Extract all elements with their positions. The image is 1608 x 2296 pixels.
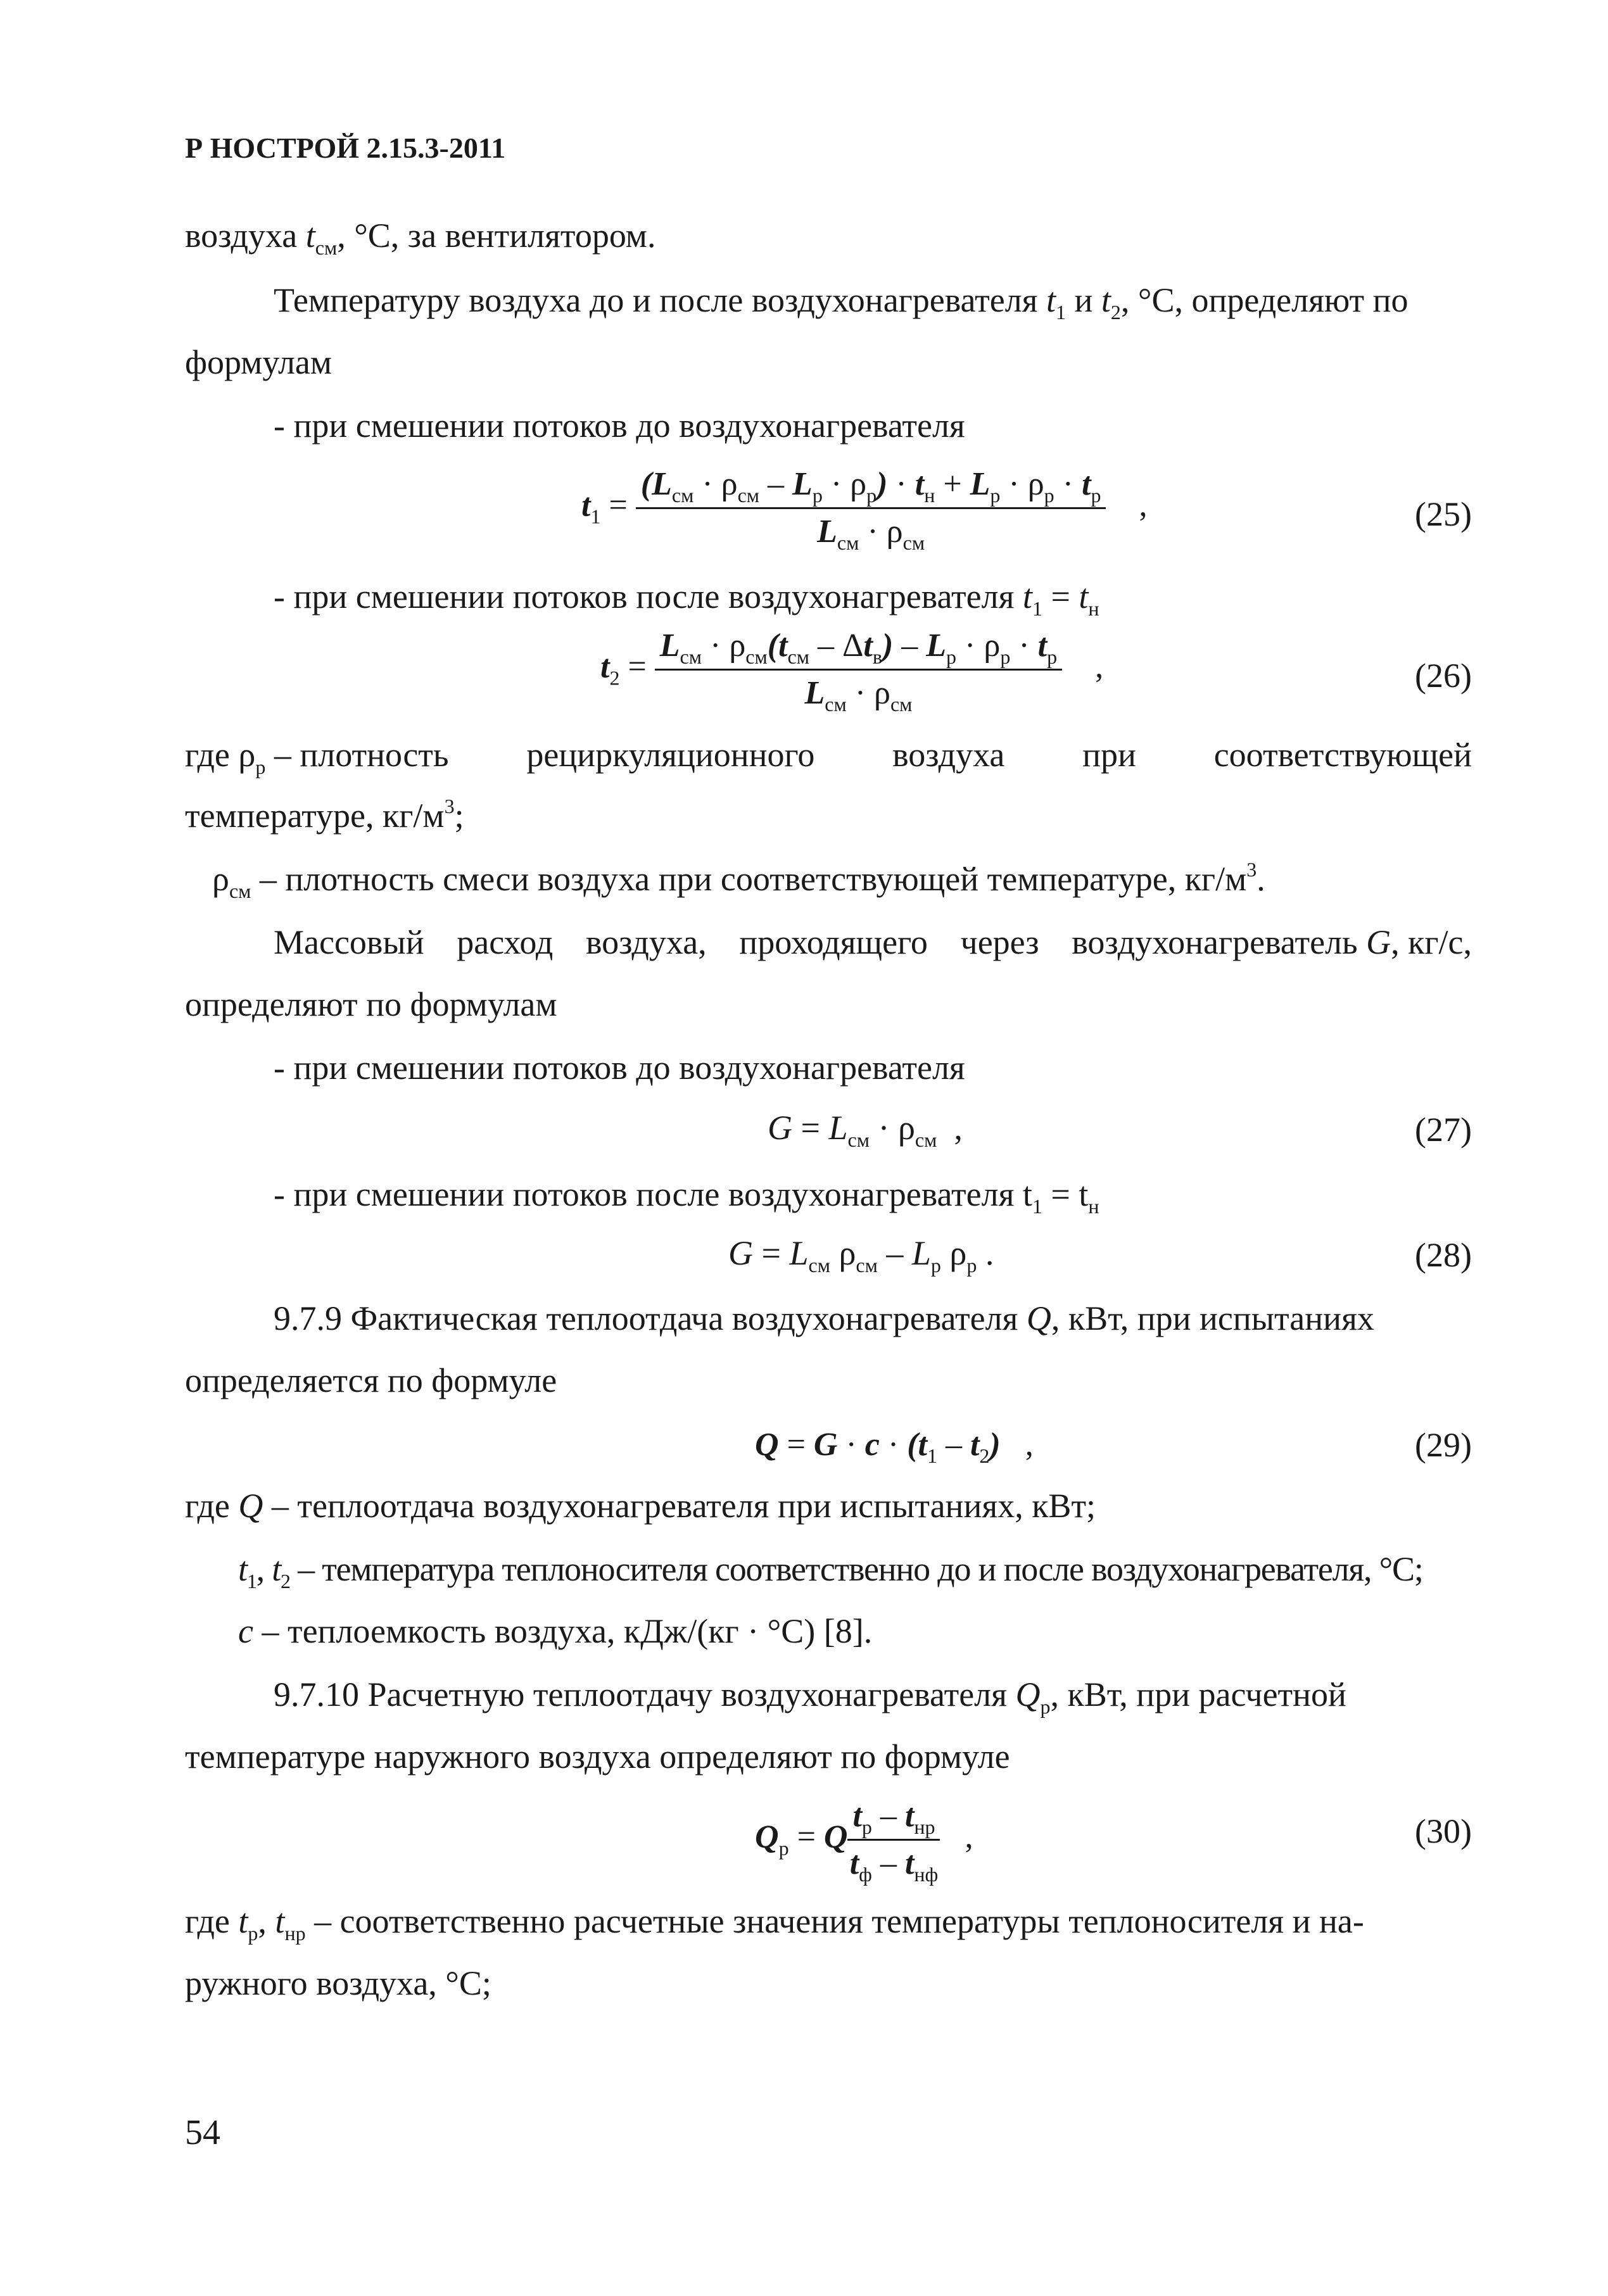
text-line: - при смешении потоков до воздухонагревателя bbox=[274, 407, 965, 445]
text-line: 9.7.10 Расчетную теплоотдачу воздухонагревателя $Q_р$, кВт, при расчетной bbox=[274, 1675, 1346, 1718]
text-line: где $t_р$, $t_{нр}$ – соответственно расчетные значения температуры теплоносителя и на- bbox=[185, 1902, 1364, 1945]
text-run: соответствующей bbox=[1213, 736, 1472, 774]
text-run: – теплоемкость воздуха, кДж/(кг · °С) [8]. bbox=[253, 1612, 873, 1650]
formula-29: $Q = G \cdot c \cdot (t_1 - t_2)$ , bbox=[755, 1427, 1034, 1467]
text-run: воздуха bbox=[185, 217, 306, 255]
text-run: – соответственно расчетные значения температуры теплоносителя и на- bbox=[305, 1902, 1364, 1940]
equation-number: (26) bbox=[1415, 657, 1472, 695]
text-run: температуре, кг/м bbox=[185, 797, 445, 835]
formula-30: $Q_р = Q$ $\frac{t_р - t_{нр}}{t_ф - t_{нф}}$ , bbox=[755, 1798, 973, 1886]
text-line: воздуха $t_{см}$, °С, за вентилятором. bbox=[185, 217, 656, 259]
equation-number: (30) bbox=[1415, 1812, 1472, 1850]
text-line: - при смешении потоков после воздухонагревателя $t_1 = t_н$ bbox=[274, 1175, 1099, 1218]
text-line: Температуру воздуха до и после воздухонагревателя $t_1$ и $t_2$, °С, определяют по bbox=[274, 281, 1409, 324]
equation-number: (25) bbox=[1415, 495, 1472, 533]
text-line: где Q – теплоотдача воздухонагревателя при испытаниях, кВт; bbox=[185, 1487, 1096, 1525]
text-run: - при смешении потоков после воздухонагревателя bbox=[274, 577, 1023, 615]
text-run: 9.7.10 Расчетную теплоотдачу воздухонагревателя bbox=[274, 1675, 1016, 1713]
text-run: , °С, за вентилятором. bbox=[337, 217, 656, 255]
equation-number: (28) bbox=[1415, 1236, 1472, 1274]
text-run: – температура теплоносителя соответственно до и после воздухонагревателя, °С; bbox=[289, 1550, 1423, 1588]
text-run: , кВт, при испытаниях bbox=[1051, 1299, 1374, 1337]
text-run: проходящего bbox=[739, 923, 928, 961]
equation-number: (29) bbox=[1415, 1426, 1472, 1464]
text-line: - при смешении потоков после воздухонагревателя $t_1 = t_н$ bbox=[274, 577, 1099, 620]
text-line: - при смешении потоков до воздухонагревателя bbox=[274, 1049, 965, 1087]
text-run: , °С, определяют по bbox=[1120, 281, 1409, 319]
text-run: воздуха, bbox=[585, 923, 707, 961]
text-run: расход bbox=[457, 923, 554, 961]
text-line: $t_1$, $t_2$ – температура теплоносителя соответственно до и после воздухонагревателя, °С; bbox=[238, 1550, 1423, 1593]
text-run: , кВт, при расчетной bbox=[1050, 1675, 1346, 1713]
text-run: – теплоотдача воздухонагревателя при испытаниях, кВт; bbox=[263, 1487, 1096, 1525]
text-run: при bbox=[1082, 736, 1136, 774]
formula-26: $t_2$ = $\frac{L_{см} \cdot \rho_{см}(t_{см} - \Delta t_в) - L_р \cdot \rho_р \cdot t_р}{L_{см} \cdot \rho_{см}}$ , bbox=[600, 628, 1104, 716]
formula-27: $G = L_{см} \cdot \rho_{см}$ , bbox=[768, 1109, 963, 1151]
page-number: 54 bbox=[185, 2113, 220, 2152]
text-run: воздухонагреватель G, кг/с, bbox=[1072, 923, 1472, 961]
text-run: Температуру воздуха до и после воздухонагревателя bbox=[274, 281, 1046, 319]
text-line: температуре, $кг/м^3$; bbox=[185, 795, 464, 835]
text-line: определяют по формулам bbox=[185, 985, 557, 1023]
text-line: формулам bbox=[185, 343, 332, 381]
text-run: где bbox=[185, 1902, 230, 1940]
text-line: $\rho_{см}$ – плотность смеси воздуха при соответствующей температуре, $кг/м^3$. bbox=[212, 858, 1265, 902]
text-run: – плотность смеси воздуха при соответствующей температуре, кг/м bbox=[251, 860, 1247, 898]
text-run: воздуха bbox=[892, 736, 1005, 774]
text-run: и bbox=[1066, 281, 1101, 319]
formula-25: $t_1$ = $\frac{(L_{см} \cdot \rho_{см} - L_р \cdot \rho_р) \cdot t_н + L_р \cdot \rho_р \cdot t_р}{L_{см} \cdot \rho_{см}}$ , bbox=[581, 466, 1148, 554]
text-line bbox=[185, 735, 1472, 778]
text-run: рециркуляционного bbox=[526, 736, 815, 774]
text-line: определяется по формуле bbox=[185, 1361, 557, 1399]
text-run: Массовый bbox=[274, 923, 424, 961]
text-run: через bbox=[960, 923, 1039, 961]
text-run: где $\rho_р$ – плотность bbox=[185, 736, 449, 778]
page-header: Р НОСТРОЙ 2.15.3-2011 bbox=[185, 132, 506, 164]
text-line: температуре наружного воздуха определяют по формуле bbox=[185, 1738, 1010, 1776]
text-run: 9.7.9 Фактическая теплоотдача воздухонагревателя bbox=[274, 1299, 1027, 1337]
equation-number: (27) bbox=[1415, 1111, 1472, 1149]
text-line: 9.7.9 Фактическая теплоотдача воздухонагревателя Q, кВт, при испытаниях bbox=[274, 1299, 1374, 1337]
formula-28: $G = L_{см}$ $\rho_{см} - L_р$ $\rho_р$ . bbox=[728, 1234, 994, 1277]
text-line: с – теплоемкость воздуха, кДж/(кг · °С) [8]. bbox=[238, 1612, 873, 1650]
text-line bbox=[274, 922, 1472, 962]
text-run: где bbox=[185, 1487, 230, 1525]
text-line: ружного воздуха, °С; bbox=[185, 1964, 491, 2002]
text-run: - при смешении потоков после воздухонагревателя t bbox=[274, 1175, 1032, 1213]
